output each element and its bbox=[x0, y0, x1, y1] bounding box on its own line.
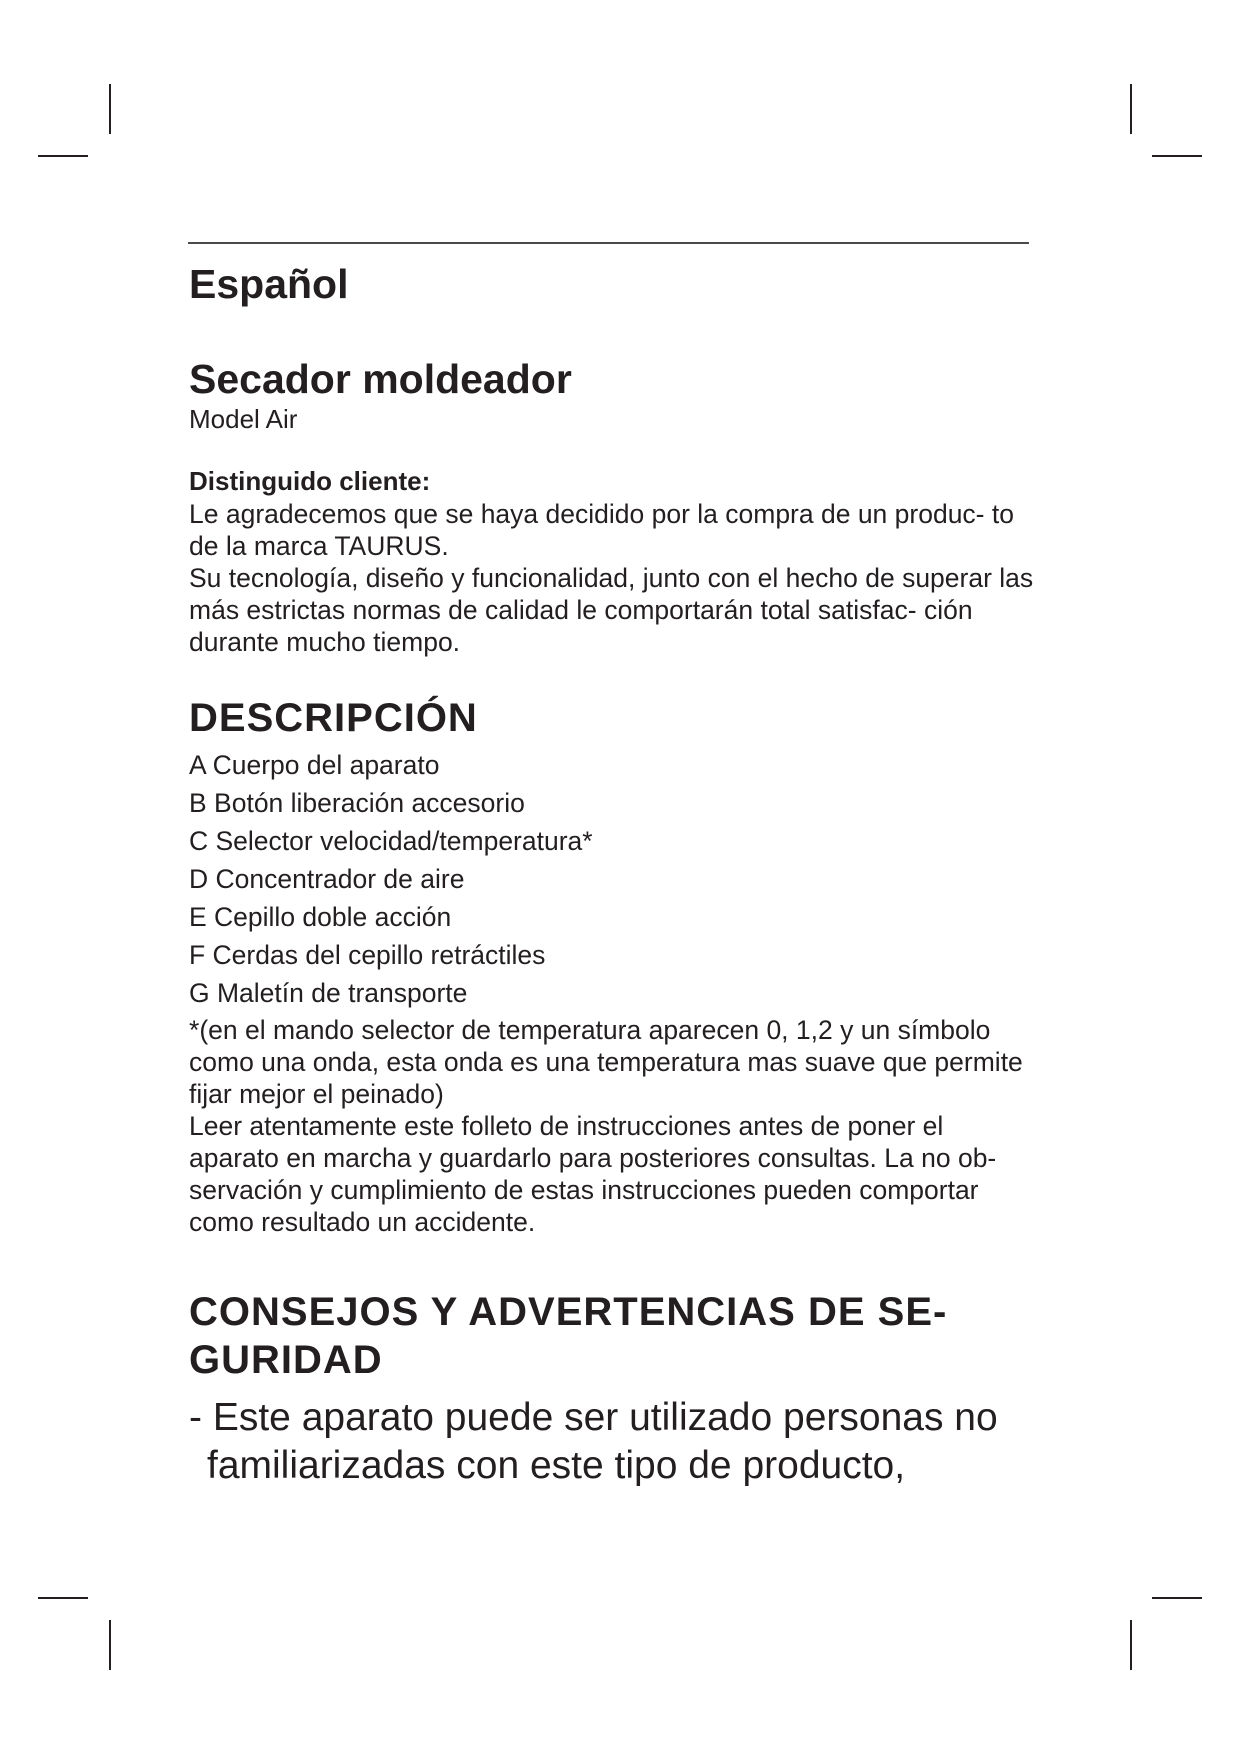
crop-mark-top-right-horizontal bbox=[1152, 155, 1202, 157]
list-item: - Este aparato puede ser utilizado personas no familiarizadas con este tipo de producto, bbox=[189, 1396, 998, 1487]
list-item: E Cepillo doble acción bbox=[189, 902, 452, 932]
crop-mark-bottom-right-vertical bbox=[1130, 1620, 1132, 1670]
intro-paragraph-2: Su tecnología, diseño y funcionalidad, junto con el hecho de superar las más estrictas normas de calidad le comportarán total satisfac- ción durante mucho tiempo. bbox=[189, 563, 1034, 657]
crop-mark-bottom-right-horizontal bbox=[1152, 1597, 1202, 1599]
description-title: DESCRIPCIÓN bbox=[189, 696, 478, 740]
safety-list bbox=[189, 1394, 1034, 1490]
crop-mark-top-right-vertical bbox=[1130, 84, 1132, 134]
description-list bbox=[189, 746, 1034, 1012]
description-footnote: *(en el mando selector de temperatura aparecen 0, 1,2 y un símbolo como una onda, esta onda es una temperatura mas suave que permite fijar mejor el peinado) bbox=[189, 1015, 1023, 1109]
safety-title: CONSEJOS Y ADVERTENCIAS DE SE- GURIDAD bbox=[189, 1290, 948, 1382]
header-rule bbox=[188, 242, 1029, 244]
greeting: Distinguido cliente: bbox=[189, 466, 431, 496]
list-item: B Botón liberación accesorio bbox=[189, 788, 525, 818]
list-item: D Concentrador de aire bbox=[189, 864, 465, 894]
product-title: Secador moldeador bbox=[189, 356, 572, 402]
crop-mark-bottom-left-horizontal bbox=[38, 1597, 88, 1599]
list-item: C Selector velocidad/temperatura* bbox=[189, 826, 593, 856]
reading-notice: Leer atentamente este folleto de instrucciones antes de poner el aparato en marcha y guardarlo para posteriores consultas. La no ob- servación y cumplimiento de estas instrucciones pueden comportar como resultado un accidente. bbox=[189, 1111, 997, 1237]
crop-mark-top-left-vertical bbox=[109, 84, 111, 134]
list-item: F Cerdas del cepillo retráctiles bbox=[189, 940, 546, 970]
language-heading: Español bbox=[189, 261, 349, 307]
list-item: A Cuerpo del aparato bbox=[189, 750, 440, 780]
page-content bbox=[189, 252, 1034, 1490]
crop-mark-top-left-horizontal bbox=[38, 155, 88, 157]
list-item: G Maletín de transporte bbox=[189, 978, 468, 1008]
product-model: Model Air bbox=[189, 404, 298, 434]
intro-paragraph-1: Le agradecemos que se haya decidido por la compra de un produc- to de la marca TAURUS. bbox=[189, 499, 1014, 561]
crop-mark-bottom-left-vertical bbox=[109, 1620, 111, 1670]
